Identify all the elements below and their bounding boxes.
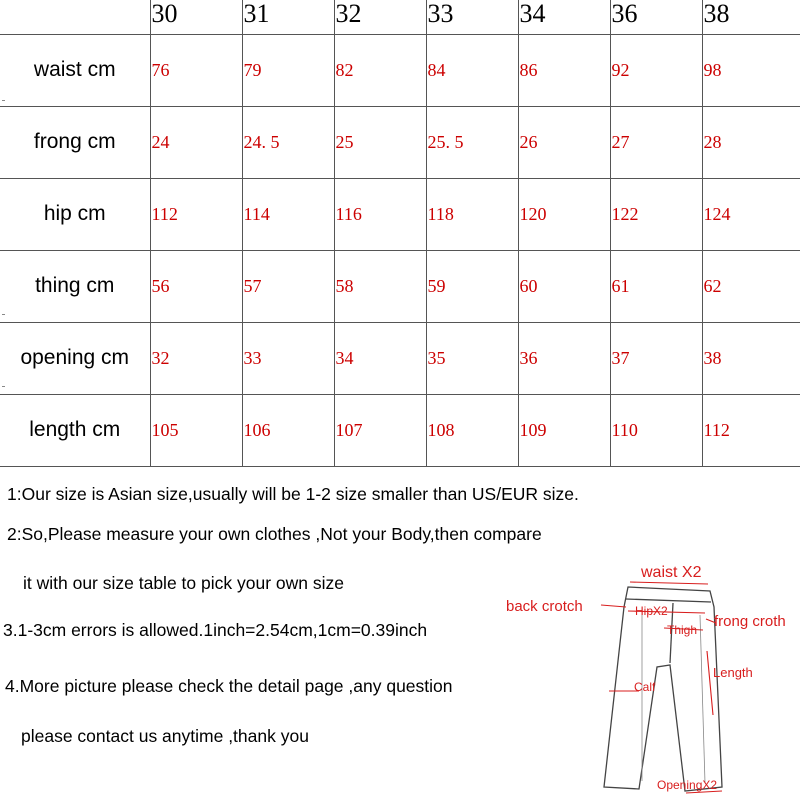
table-cell: 38 xyxy=(702,322,800,394)
diagram-label-hip: HipX2 xyxy=(635,604,668,618)
size-note-3: 3.1-3cm errors is allowed.1inch=2.54cm,1cm=0.39inch xyxy=(3,620,428,640)
table-cell: 76 xyxy=(150,34,242,106)
table-cell: 109 xyxy=(518,394,610,466)
table-cell: 59 xyxy=(426,250,518,322)
table-row xyxy=(0,250,800,322)
size-header: 38 xyxy=(702,0,800,34)
table-cell: 32 xyxy=(150,322,242,394)
size-note-4-cont: please contact us anytime ,thank you xyxy=(21,726,309,746)
row-label-opening: opening cm xyxy=(0,322,150,394)
table-cell: 112 xyxy=(702,394,800,466)
table-cell: 26 xyxy=(518,106,610,178)
table-cell: 124 xyxy=(702,178,800,250)
size-note-2: 2:So,Please measure your own clothes ,Not your Body,then compare xyxy=(7,524,542,544)
scan-mark xyxy=(2,314,5,315)
table-cell: 60 xyxy=(518,250,610,322)
size-header: 34 xyxy=(518,0,610,34)
diagram-label-thigh: Thigh xyxy=(667,623,698,637)
size-header: 31 xyxy=(242,0,334,34)
size-note-1: 1:Our size is Asian size,usually will be 1-2 size smaller than US/EUR size. xyxy=(7,484,579,504)
table-cell: 114 xyxy=(242,178,334,250)
row-label-front-rise: frong cm xyxy=(0,106,150,178)
size-header: 30 xyxy=(150,0,242,34)
table-cell: 27 xyxy=(610,106,702,178)
table-cell: 36 xyxy=(518,322,610,394)
row-label-hip: hip cm xyxy=(0,178,150,250)
table-cell: 34 xyxy=(334,322,426,394)
table-cell: 108 xyxy=(426,394,518,466)
table-cell: 24. 5 xyxy=(242,106,334,178)
scan-mark xyxy=(2,386,5,387)
row-label-waist: waist cm xyxy=(0,34,150,106)
size-note-2-cont: it with our size table to pick your own size xyxy=(23,573,344,593)
table-cell: 82 xyxy=(334,34,426,106)
table-cell: 118 xyxy=(426,178,518,250)
table-cell: 28 xyxy=(702,106,800,178)
scan-mark xyxy=(2,100,5,101)
table-cell: 57 xyxy=(242,250,334,322)
table-row xyxy=(0,34,800,106)
table-row xyxy=(0,394,800,466)
size-header: 32 xyxy=(334,0,426,34)
table-cell: 79 xyxy=(242,34,334,106)
size-header-row xyxy=(0,0,800,34)
diagram-label-back-crotch: back crotch xyxy=(506,598,583,615)
diagram-label-calf: Calf xyxy=(634,680,656,694)
table-cell: 98 xyxy=(702,34,800,106)
diagram-label-opening: OpeningX2 xyxy=(657,778,718,792)
table-cell: 105 xyxy=(150,394,242,466)
size-header: 33 xyxy=(426,0,518,34)
table-cell: 86 xyxy=(518,34,610,106)
table-cell: 92 xyxy=(610,34,702,106)
header-corner xyxy=(0,0,150,34)
table-cell: 24 xyxy=(150,106,242,178)
table-cell: 110 xyxy=(610,394,702,466)
table-cell: 61 xyxy=(610,250,702,322)
table-cell: 106 xyxy=(242,394,334,466)
table-cell: 112 xyxy=(150,178,242,250)
table-cell: 56 xyxy=(150,250,242,322)
table-cell: 35 xyxy=(426,322,518,394)
table-cell: 25. 5 xyxy=(426,106,518,178)
table-cell: 58 xyxy=(334,250,426,322)
table-cell: 33 xyxy=(242,322,334,394)
table-cell: 37 xyxy=(610,322,702,394)
pants-measurement-diagram xyxy=(500,555,800,800)
size-header: 36 xyxy=(610,0,702,34)
table-cell: 25 xyxy=(334,106,426,178)
size-note-4: 4.More picture please check the detail page ,any question xyxy=(5,676,453,696)
row-label-length: length cm xyxy=(0,394,150,466)
table-cell: 107 xyxy=(334,394,426,466)
table-cell: 120 xyxy=(518,178,610,250)
table-row xyxy=(0,106,800,178)
diagram-label-front-crotch: frong croth xyxy=(714,613,786,630)
table-cell: 116 xyxy=(334,178,426,250)
diagram-label-length: Length xyxy=(713,665,753,680)
table-cell: 84 xyxy=(426,34,518,106)
table-cell: 62 xyxy=(702,250,800,322)
table-row xyxy=(0,322,800,394)
diagram-label-waist: waist X2 xyxy=(641,564,702,581)
row-label-thigh: thing cm xyxy=(0,250,150,322)
table-row xyxy=(0,178,800,250)
table-cell: 122 xyxy=(610,178,702,250)
